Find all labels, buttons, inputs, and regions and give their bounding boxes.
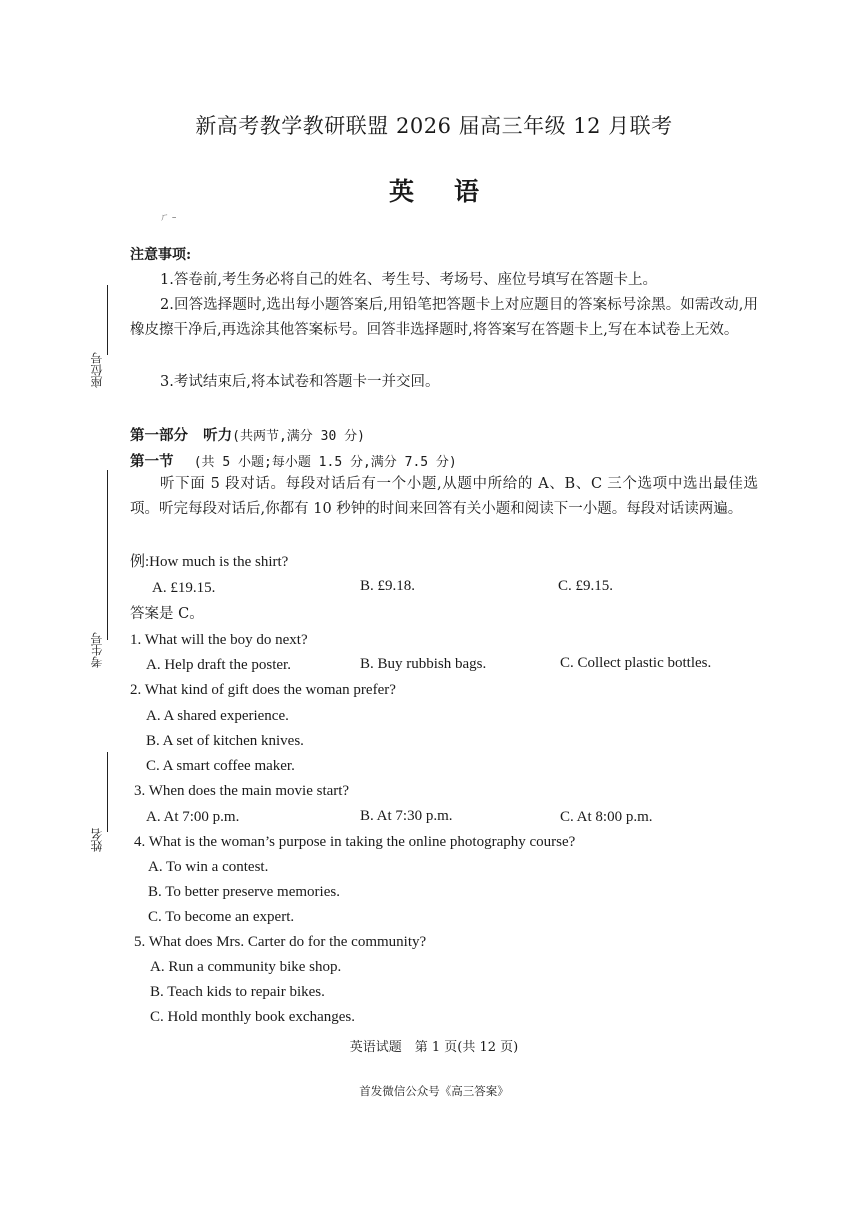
part1-title: 听力	[203, 427, 233, 444]
notice-item-1: 1.答卷前,考生务必将自己的姓名、考生号、考场号、座位号填写在答题卡上。	[160, 272, 657, 288]
question-3-option-c: C. At 8:00 p.m.	[560, 809, 653, 825]
example-option-b: B. £9.18.	[360, 578, 416, 594]
name-line	[107, 752, 108, 832]
question-1-option-c: C. Collect plastic bottles.	[560, 655, 712, 671]
question-2-option-c: C. A smart coffee maker.	[146, 758, 295, 774]
notice-item-2: 2.回答选择题时,选出每小题答案后,用铅笔把答题卡上对应题目的答案标号涂黑。如需改动,用橡皮擦干净后,再选涂其他答案标号。回答非选择题时,将答案写在答题卡上,写在本试卷上无效。	[130, 297, 758, 338]
subject-title: 英语	[388, 177, 519, 206]
stray-marks: ㄏ –	[160, 213, 177, 223]
question-1-option-a: A. Help draft the poster.	[146, 657, 291, 673]
question-5-option-c: C. Hold monthly book exchanges.	[150, 1009, 355, 1025]
notice-item-3: 3.考试结束后,将本试卷和答题卡一并交回。	[160, 374, 440, 390]
question-5-option-b: B. Teach kids to repair bikes.	[150, 984, 325, 1000]
seat-number-label: 座位号	[90, 352, 104, 388]
seat-number-line	[107, 285, 108, 355]
exam-number-label: 考生号	[90, 632, 104, 668]
exam-number-line	[107, 470, 108, 640]
question-3-option-a: A. At 7:00 p.m.	[146, 809, 240, 825]
example-option-a: A. £19.15.	[152, 580, 216, 596]
part1-note: (共两节,满分 30 分)	[232, 429, 365, 444]
section1-note: (共 5 小题;每小题 1.5 分,满分 7.5 分)	[193, 455, 457, 470]
example-option-c: C. £9.15.	[558, 578, 614, 594]
section1-heading	[130, 450, 457, 471]
question-4-option-a: A. To win a contest.	[148, 859, 269, 875]
exam-title: 新高考教学教研联盟 2026 届高三年级 12 月联考	[195, 114, 673, 138]
section1-instruction: 听下面 5 段对话。每段对话后有一个小题,从题中所给的 A、B、C 三个选项中选出最佳选项。听完每段对话后,你都有 10 秒钟的时间来回答有关小题和阅读下一小题。每段对话读两遍。	[130, 476, 758, 517]
question-3-option-b: B. At 7:30 p.m.	[360, 808, 453, 824]
source-note: 首发微信公众号《高三答案》	[359, 1084, 509, 1098]
question-2-option-b: B. A set of kitchen knives.	[146, 733, 304, 749]
example-prompt: 例:How much is the shirt?	[130, 554, 289, 570]
question-5-option-a: A. Run a community bike shop.	[150, 959, 342, 975]
question-2-option-a: A. A shared experience.	[146, 708, 289, 724]
question-3-stem: 3. When does the main movie start?	[134, 783, 350, 799]
part1-heading	[130, 424, 365, 445]
name-label: 姓名	[90, 828, 104, 852]
question-5-stem: 5. What does Mrs. Carter do for the community?	[134, 934, 427, 950]
example-answer: 答案是 C。	[130, 606, 204, 622]
question-4-stem: 4. What is the woman’s purpose in taking the online photography course?	[134, 834, 576, 850]
question-1-option-b: B. Buy rubbish bags.	[360, 656, 487, 672]
part1-label: 第一部分	[130, 427, 188, 444]
page-footer: 英语试题 第 1 页(共 12 页)	[349, 1040, 519, 1055]
question-2-stem: 2. What kind of gift does the woman prefer?	[130, 682, 396, 698]
question-4-option-b: B. To better preserve memories.	[148, 884, 340, 900]
section1-label: 第一节	[130, 453, 174, 470]
question-4-option-c: C. To become an expert.	[148, 909, 295, 925]
notice-heading: 注意事项:	[130, 247, 192, 263]
question-1-stem: 1. What will the boy do next?	[130, 632, 308, 648]
